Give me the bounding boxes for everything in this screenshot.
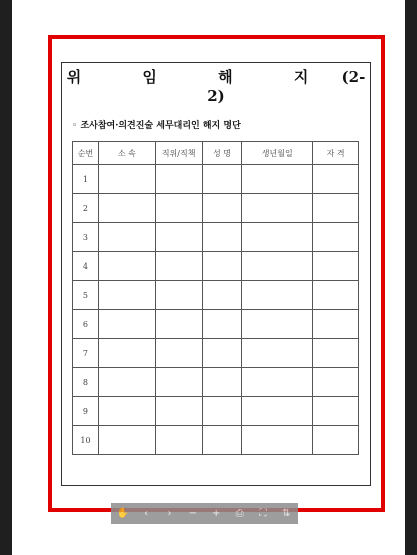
zoom-out-icon[interactable]: − bbox=[188, 508, 197, 519]
next-icon[interactable]: › bbox=[167, 508, 172, 519]
row-number: 5 bbox=[73, 281, 99, 310]
hand-icon[interactable]: ✋ bbox=[116, 508, 129, 519]
viewer-toolbar bbox=[111, 503, 298, 524]
row-number: 8 bbox=[73, 368, 99, 397]
row-number: 3 bbox=[73, 223, 99, 252]
rotate-icon[interactable]: ⇅ bbox=[282, 508, 291, 519]
fit-icon[interactable]: ⛶ bbox=[259, 508, 267, 519]
header-seq: 순번 bbox=[73, 142, 99, 165]
header-position: 직위/직책 bbox=[155, 142, 202, 165]
header-affiliation: 소 속 bbox=[98, 142, 155, 165]
row-number: 2 bbox=[73, 194, 99, 223]
list-subtitle: ◦ 조사참여·의견진술 세무대리인 해지 명단 bbox=[72, 121, 241, 131]
header-name: 성 명 bbox=[202, 142, 242, 165]
row-number: 4 bbox=[73, 252, 99, 281]
zoom-in-icon[interactable]: + bbox=[211, 508, 221, 519]
row-number: 10 bbox=[73, 426, 99, 455]
row-number: 9 bbox=[73, 397, 99, 426]
row-number: 7 bbox=[73, 339, 99, 368]
title-suffix: (2-2) bbox=[207, 68, 366, 105]
viewer-margin-right bbox=[405, 0, 417, 555]
prev-icon[interactable]: ‹ bbox=[144, 508, 149, 519]
row-number: 6 bbox=[73, 310, 99, 339]
viewer-margin-left bbox=[0, 0, 12, 555]
row-number: 1 bbox=[73, 165, 99, 194]
title-text: 위 임 해 지 bbox=[66, 68, 337, 86]
print-icon[interactable]: ⎙ bbox=[235, 508, 244, 519]
red-highlight-frame bbox=[48, 35, 385, 512]
header-qualification: 자 격 bbox=[313, 142, 359, 165]
header-birthdate: 생년월일 bbox=[242, 142, 313, 165]
